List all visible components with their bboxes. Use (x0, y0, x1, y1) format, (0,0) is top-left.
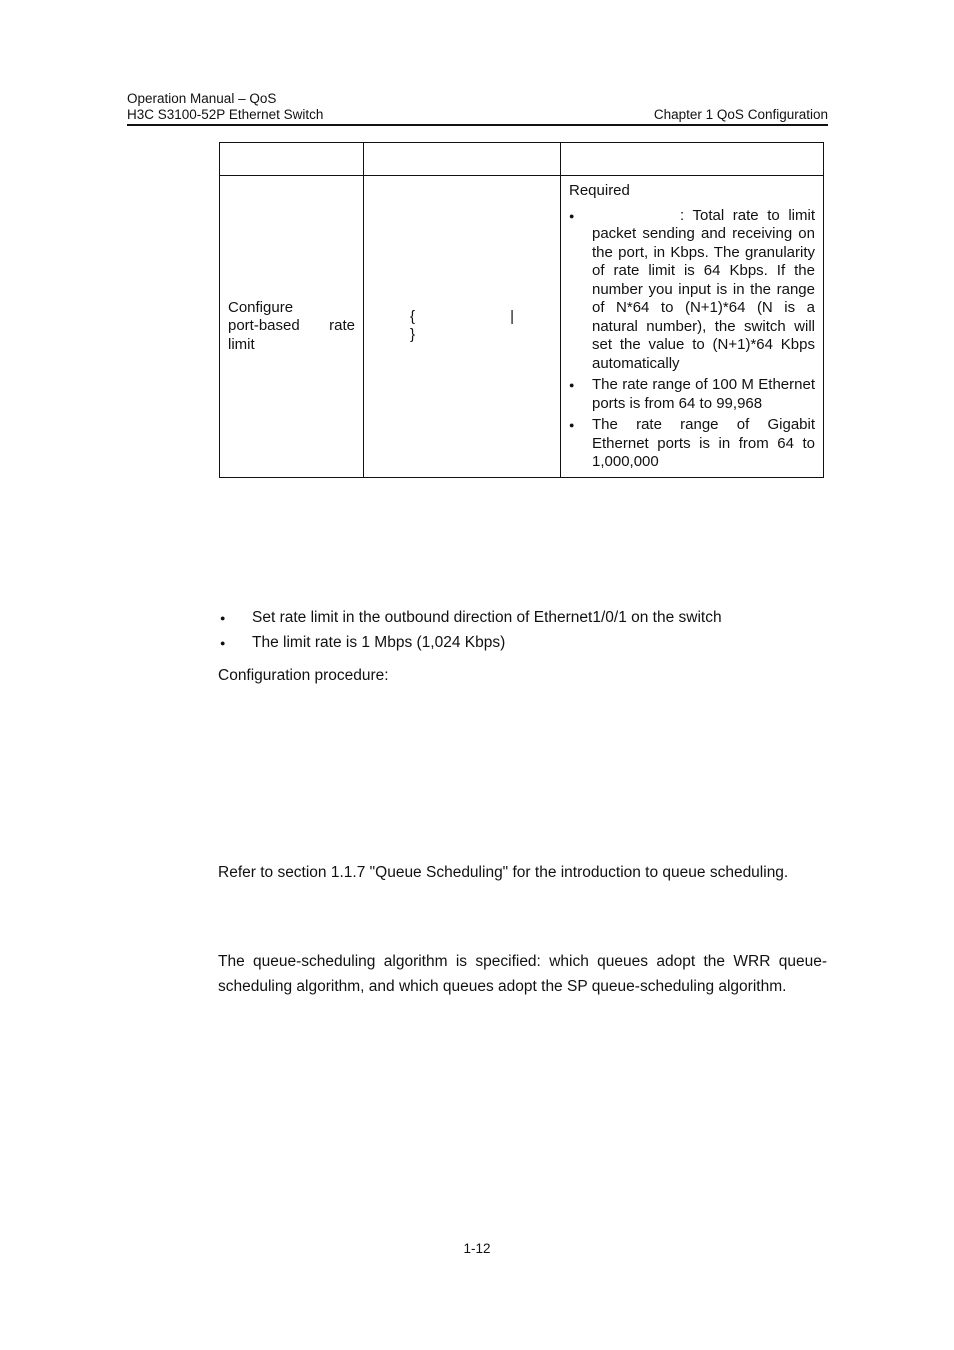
header-rule (127, 124, 828, 126)
description-bullet (569, 207, 815, 374)
description-bullet: ● The rate range of 100 M Ethernet ports is from 64 to 99,968 (569, 376, 815, 413)
queue-scheduling-paragraph: The queue-scheduling algorithm is specified: which queues adopt the WRR queue-scheduling algorithm, and which queues adopt the SP queue-scheduling algorithm. (218, 953, 827, 995)
header-cell-command (364, 143, 561, 176)
refer-paragraph: Refer to section 1.1.7 "Queue Scheduling" for the introduction to queue scheduling. (218, 864, 789, 881)
command-bar: | (510, 308, 514, 325)
operation-line: Configure (228, 298, 294, 316)
chapter-title: Chapter 1 QoS Configuration (653, 107, 828, 122)
bullet-lead-text: : Total rate to limit (680, 206, 815, 224)
product-name: H3C S3100-52P Ethernet Switch (127, 107, 324, 122)
config-procedure-label: Configuration procedure: (218, 667, 389, 684)
command-syntax (410, 308, 514, 344)
operation-word: rate (329, 317, 355, 334)
required-label: Required (569, 182, 630, 199)
rate-limit-table (219, 142, 824, 478)
list-item: ● The limit rate is 1 Mbps (1,024 Kbps) (218, 633, 722, 658)
table-row (220, 176, 824, 478)
operation-word: port-based (228, 317, 300, 334)
header-cell-description (561, 143, 824, 176)
description-bullet: ● The rate range of Gigabit Ethernet ports is in from 64 to 1,000,000 (569, 416, 815, 472)
command-open-brace: { (410, 308, 416, 325)
manual-title: Operation Manual – QoS (127, 91, 277, 106)
header-cell-operation (220, 143, 364, 176)
table-header-row (220, 143, 824, 176)
bullet-text: packet sending and receiving on the port, in Kbps. The granularity of rate limit is 64 Kbps. If the number you input is in the range of N*64 to (N+1)*64 (N is a natural number), the switch will set the value to (N+1)*64 Kbps automatically (592, 225, 815, 372)
header-left (127, 91, 323, 123)
description-bullets (569, 207, 815, 472)
list-item: ● Set rate limit in the outbound direction of Ethernet1/0/1 on the switch (218, 608, 722, 633)
command-cell (364, 176, 561, 478)
operation-cell (220, 176, 364, 478)
network-requirements-list (218, 608, 722, 658)
operation-line-justified (228, 317, 355, 336)
operation-line: limit (228, 335, 255, 353)
page-number: 1-12 (463, 1241, 491, 1256)
description-cell (561, 176, 824, 478)
command-close-brace: } (410, 326, 416, 343)
